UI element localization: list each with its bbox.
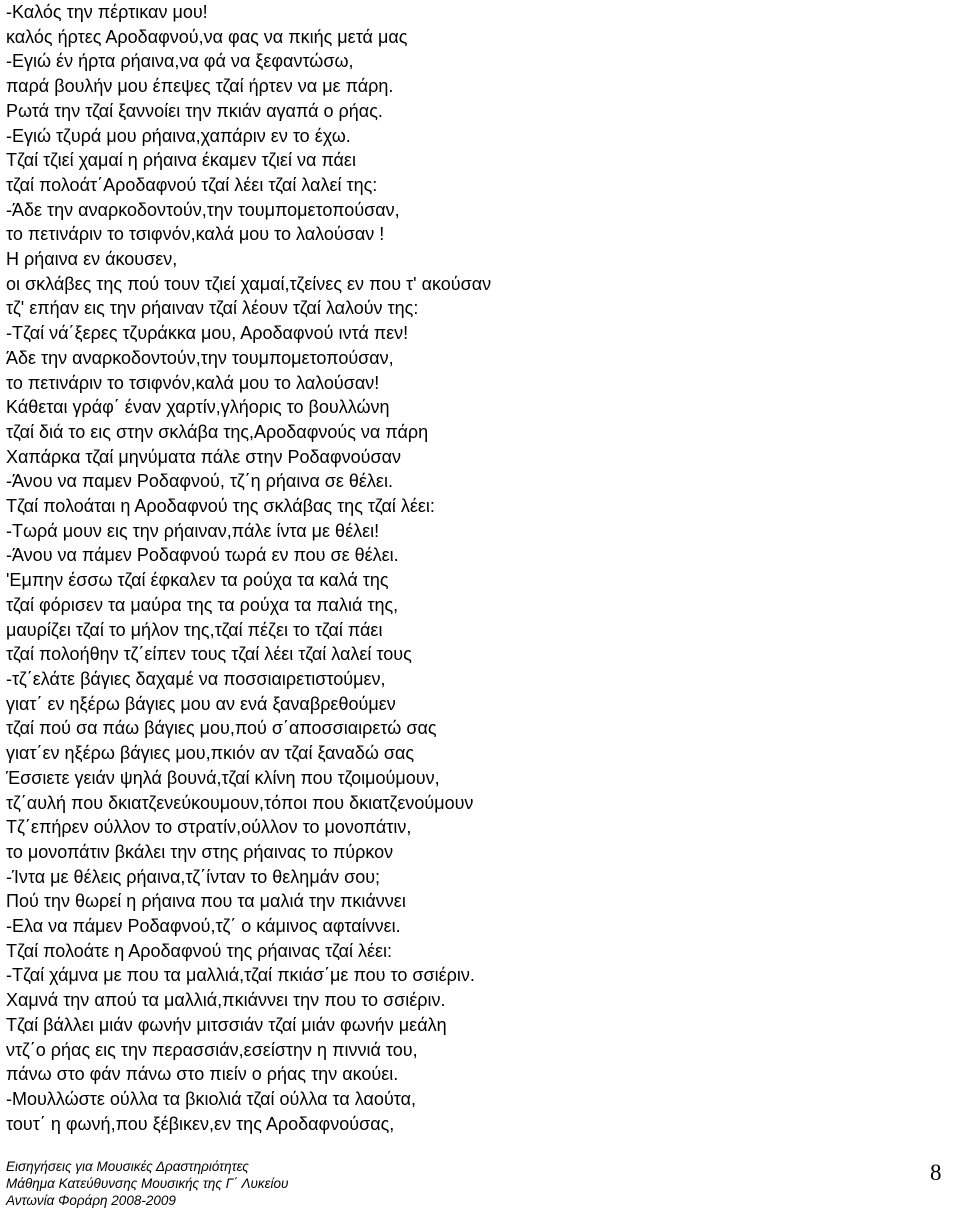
poem-line: 'Εμπην έσσω τζαί έφκαλεν τα ρούχα τα καλά της [6,570,389,591]
poem-line: Έσσιετε γειάν ψηλά βουνά,τζαί κλίνη που τζοιμούμουν, [6,767,440,788]
poem-line: Χαμνά την απού τα μαλλιά,πκιάννει την που το σσιέριν. [6,990,446,1011]
poem-text [6,0,946,1136]
poem-line: -Άνου να πάμεν Ροδαφνού τωρά εν που σε θέλει. [6,545,399,566]
poem-line: οι σκλάβες της πού τουν τζιεί χαμαί,τζείνες εν που τ' ακούσαν [6,273,492,294]
poem-line: μαυρίζει τζαί το μήλον της,τζαί πέζει το τζαί πάει [6,619,383,640]
poem-line: -Καλός την πέρτικαν μου! [6,2,208,22]
poem-line: -Εγιώ έν ήρτα ρήαινα,να φά να ξεφαντώσω, [6,51,354,72]
poem-line: τζ' επήαν εις την ρήαιναν τζαί λέουν τζαί λαλούν της: [6,298,419,319]
poem-line: τζαί φόρισεν τα μαύρα της τα ρούχα τα παλιά της, [6,594,399,615]
poem-line: γιατ΄ εν ηξέρω βάγιες μου αν ενά ξαναβρεθούμεν [6,693,396,714]
poem-line: -Τζαί χάμνα με που τα μαλλιά,τζαί πκιάσ΄με που το σσιέριν. [6,965,475,986]
poem-line: Ρωτά την τζαί ξαννοίει την πκιάν αγαπά ο ρήας. [6,100,383,121]
poem-line: τζαί διά το εις στην σκλάβα της,Αροδαφνούς να πάρη [6,421,429,442]
poem-line: το μονοπάτιν βκάλει την στης ρήαινας το πύρκον [6,841,394,862]
poem-line: -Εγιώ τζυρά μου ρήαινα,χαπάριν εν το έχω. [6,125,351,146]
poem-line: -Ελα να πάμεν Ροδαφνού,τζ΄ ο κάμινος αφταίννει. [6,916,401,937]
poem-line: το πετινάριν το τσιφνόν,καλά μου το λαλούσαν ! [6,224,385,245]
poem-line: Τζαί τζιεί χαμαί η ρήαινα έκαμεν τζιεί να πάει [6,150,356,171]
poem-line: -Μουλλώστε ούλλα τα βκιολιά τζαί ούλλα τα λαούτα, [6,1088,417,1109]
poem-line: Τζαί πολοάται η Αροδαφνού της σκλάβας της τζαί λέει: [6,496,435,517]
poem-line: Άδε την αναρκοδοντούν,την τουμπομετοπούσαν, [6,347,394,368]
poem-line: Κάθεται γράφ΄ έναν χαρτίν,γλήορις το βουλλώνη [6,397,390,418]
poem-line: το πετινάριν το τσιφνόν,καλά μου το λαλούσαν! [6,372,380,393]
poem-line: τζαί πολοάτ΄Αροδαφνού τζαί λέει τζαί λαλεί της: [6,174,378,195]
poem-line: τζαί πού σα πάω βάγιες μου,πού σ΄αποσσιαιρετώ σας [6,718,437,739]
poem-line: τουτ΄ η φωνή,που ξέβικεν,εν της Αροδαφνούσας, [6,1113,395,1134]
poem-line: -Τζαί νά΄ξερες τζυράκκα μου, Αροδαφνού ιντά πεν! [6,323,409,344]
poem-line: -Ίντα με θέλεις ρήαινα,τζ΄ίνταν το θελημάν σου; [6,866,381,887]
poem-line: Η ρήαινα εν άκουσεν, [6,249,178,270]
poem-line: Χαπάρκα τζαί μηνύματα πάλε στην Ροδαφνούσαν [6,446,401,467]
footer-line-author: Αντωνία Φοράρη 2008-2009 [6,1193,176,1208]
poem-line: καλός ήρτες Αροδαφνού,να φας να πκιής μετά μας [6,26,408,47]
page-number: 8 [930,1160,942,1185]
poem-line: πάνω στο φάν πάνω στο πιείν ο ρήας την ακούει. [6,1064,399,1085]
poem-line: Τζαί πολοάτε η Αροδαφνού της ρήαινας τζαί λέει: [6,940,393,961]
poem-line: παρά βουλήν μου έπεψες τζαί ήρτεν να με πάρη. [6,76,394,97]
poem-line: -Άνου να παμεν Ροδαφνού, τζ΄η ρήαινα σε θέλει. [6,471,393,492]
poem-line: τζαί πολοήθην τζ΄είπεν τους τζαί λέει τζαί λαλεί τους [6,644,412,665]
poem-line: -Άδε την αναρκοδοντούν,την τουμπομετοπούσαν, [6,199,400,220]
page-footer [6,1158,606,1209]
footer-line-course: Μάθημα Κατεύθυνσης Μουσικής της Γ΄ Λυκείου [6,1176,289,1191]
poem-line: τζ΄αυλή που δκιατζενεύκουμουν,τόποι που δκιατζενούμουν [6,792,474,813]
poem-line: Τζαί βάλλει μιάν φωνήν μιτσσιάν τζαί μιάν φωνήν μεάλη [6,1014,447,1035]
poem-line: γιατ΄εν ηξέρω βάγιες μου,πκιόν αν τζαί ξαναδώ σας [6,743,415,764]
poem-line: ντζ΄ο ρήας εις την περασσιάν,εσείστην η πιννιά του, [6,1039,418,1060]
poem-line: -Τωρά μουν εις την ρήαιναν,πάλε ίντα με θέλει! [6,520,380,541]
poem-line: -τζ΄ελάτε βάγιες δαχαμέ να ποσσιαιρετιστούμεν, [6,668,386,689]
poem-line: Πού την θωρεί η ρήαινα που τα μαλιά την πκιάννει [6,891,406,912]
poem-line: Τζ΄επήρεν ούλλον το στρατίν,ούλλον το μονοπάτιν, [6,817,412,838]
footer-line-title: Εισηγήσεις για Μουσικές Δραστηριότητες [6,1159,249,1174]
